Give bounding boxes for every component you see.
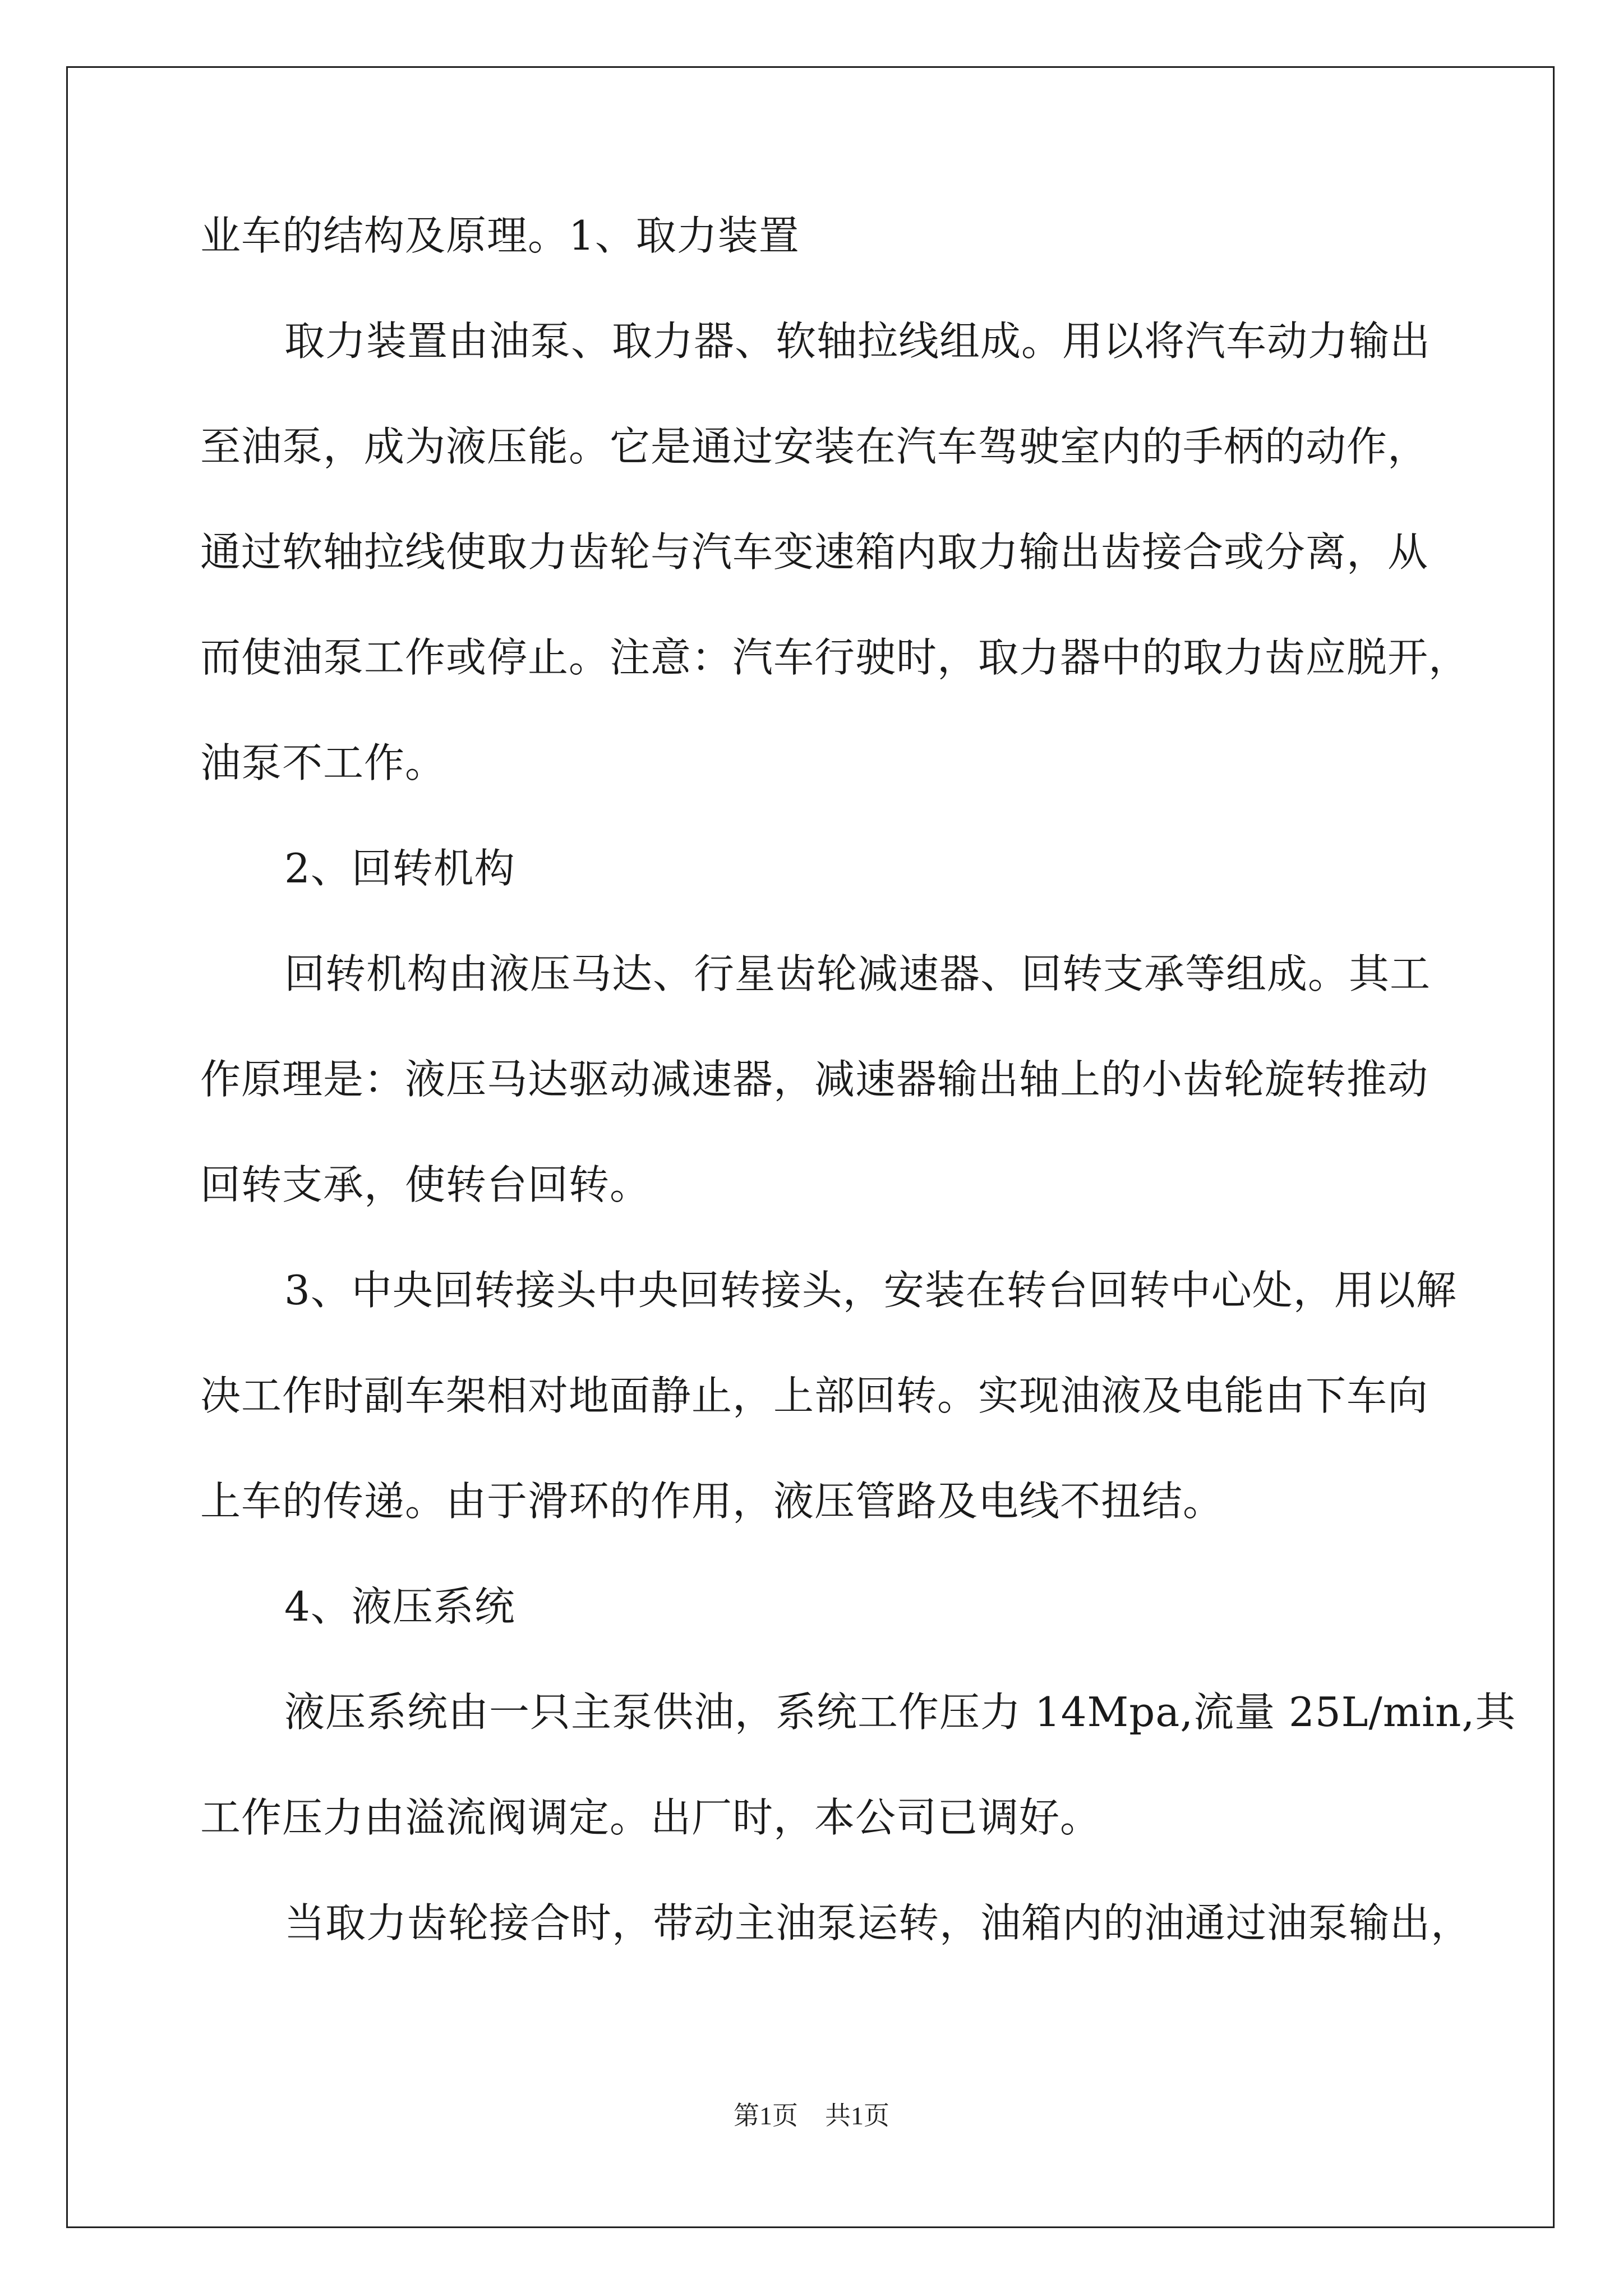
text-line: 业车的结构及原理。1、取力装置 (200, 212, 800, 259)
text-line: 而使油泵工作或停止。注意：汽车行驶时，取力器中的取力齿应脱开， (200, 634, 1470, 681)
text-line: 工作压力由溢流阀调定。出厂时，本公司已调好。 (200, 1794, 1101, 1841)
page-total: 共1页 (825, 2101, 889, 2130)
text-line: 上车的传递。由于滑环的作用，液压管路及电线不扭结。 (200, 1478, 1224, 1525)
text-line: 3、中央回转接头中央回转接头，安装在转台回转中心处，用以解 (284, 1267, 1457, 1314)
text-line: 液压系统由一只主泵供油，系统工作压力 14Mpa,流量 25L/min,其 (284, 1688, 1516, 1736)
text-line: 决工作时副车架相对地面静止，上部回转。实现油液及电能由下车向 (200, 1372, 1429, 1419)
text-line: 当取力齿轮接合时，带动主油泵运转，油箱内的油通过油泵输出， (284, 1899, 1472, 1947)
text-line: 取力装置由油泵、取力器、软轴拉线组成。用以将汽车动力输出 (284, 318, 1431, 365)
document-body (200, 212, 1516, 2006)
section-heading: 4、液压系统 (284, 1583, 515, 1630)
text-line: 作原理是：液压马达驱动减速器，减速器输出轴上的小齿轮旋转推动 (200, 1056, 1429, 1103)
text-line: 通过软轴拉线使取力齿轮与汽车变速箱内取力输出齿接合或分离，从 (200, 528, 1429, 576)
text-line: 至油泵，成为液压能。它是通过安装在汽车驾驶室内的手柄的动作， (200, 423, 1429, 470)
section-heading: 2、回转机构 (284, 845, 515, 892)
text-line: 回转机构由液压马达、行星齿轮减速器、回转支承等组成。其工 (284, 950, 1431, 997)
text-line: 油泵不工作。 (200, 739, 446, 786)
page-footer (0, 2099, 1623, 2133)
page-number: 第1页 (734, 2101, 798, 2130)
text-line: 回转支承，使转台回转。 (200, 1161, 651, 1208)
